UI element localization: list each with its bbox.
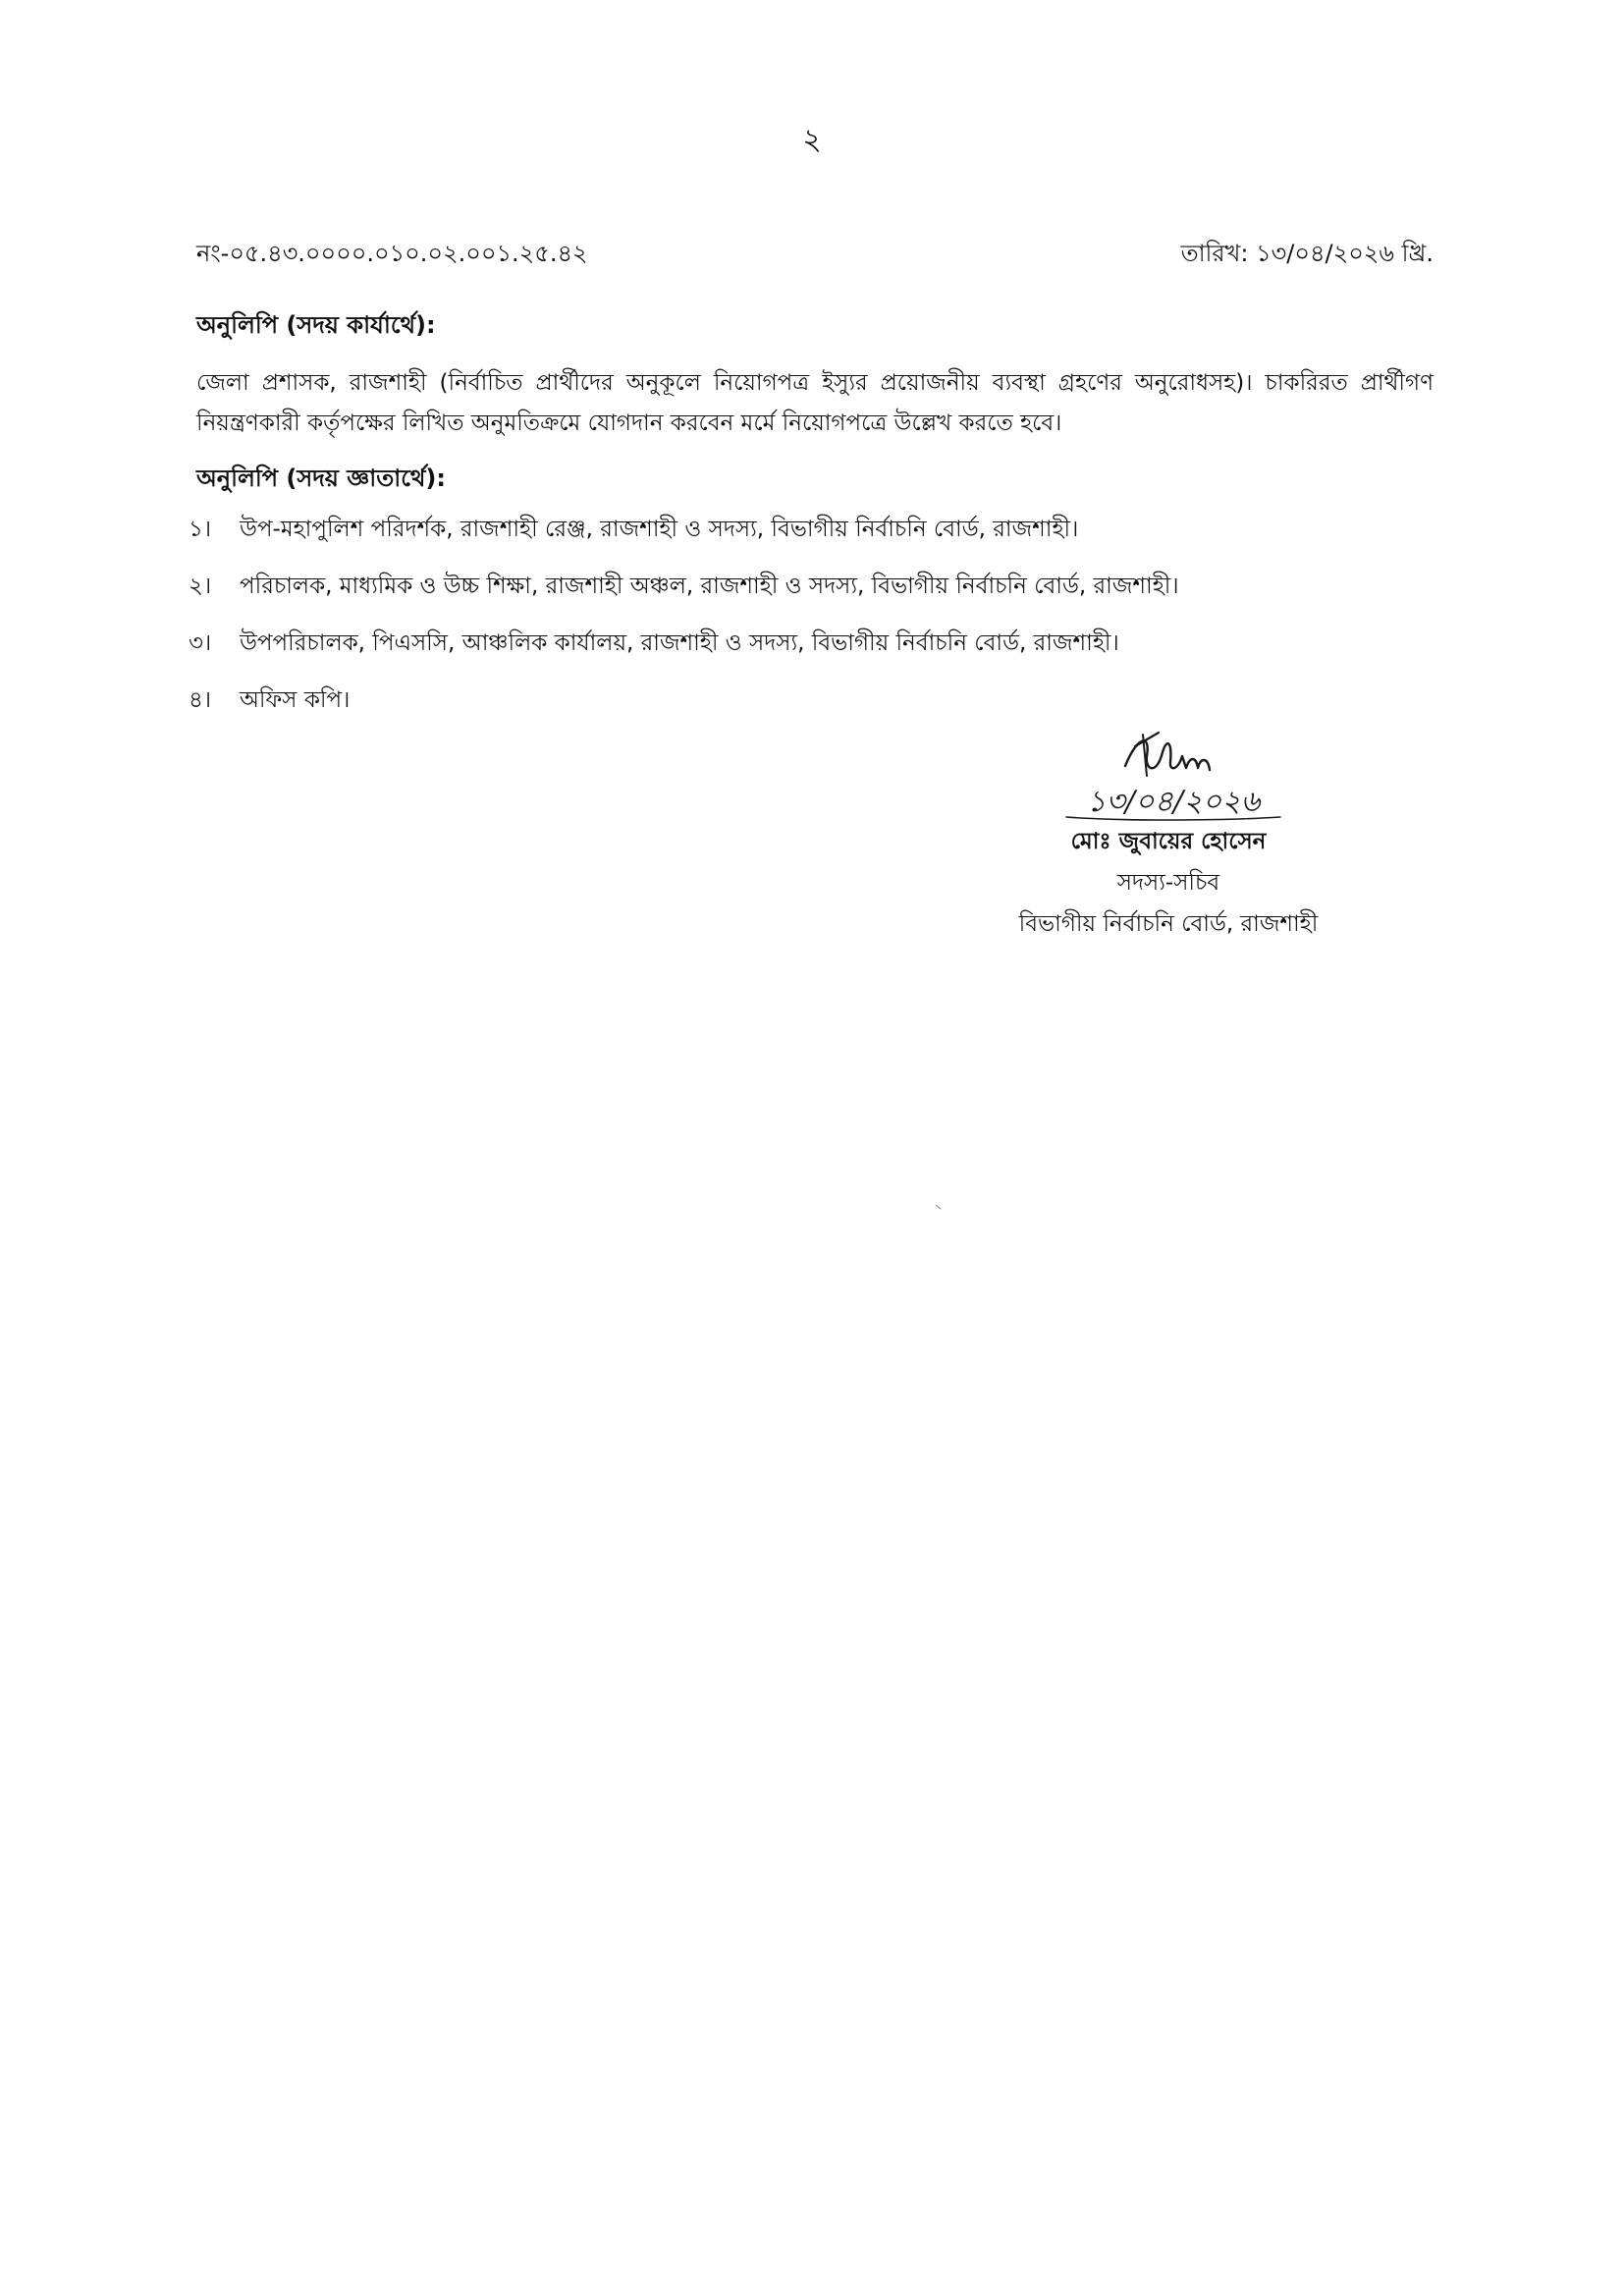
copy-for-action-heading: অনুলিপি (সদয় কার্যার্থে): bbox=[196, 311, 436, 339]
list-item-text: অফিস কপি। bbox=[240, 687, 351, 713]
copy-for-information-heading: অনুলিপি (সদয় জ্ঞাতার্থে): bbox=[196, 465, 446, 492]
list-item-text: পরিচালক, মাধ্যমিক ও উচ্চ শিক্ষা, রাজশাহী অঞ্চল, রাজশাহী ও সদস্য, বিভাগীয় নির্বাচনি বোর্ড, রাজশাহী। bbox=[240, 574, 1179, 599]
list-item-text: উপ-মহাপুলিশ পরিদর্শক, রাজশাহী রেঞ্জ, রাজশাহী ও সদস্য, বিভাগীয় নির্বাচনি বোর্ড, রাজশাহী। bbox=[240, 517, 1079, 542]
list-item-text: উপপরিচালক, পিএসসি, আঞ্চলিক কার্যালয়, রাজশাহী ও সদস্য, বিভাগীয় নির্বাচনি বোর্ড, রাজশাহী। bbox=[240, 630, 1119, 656]
page-number: ২ bbox=[802, 123, 822, 157]
list-item-number: ২। bbox=[189, 574, 212, 599]
signatory-name: মোঃ জুবায়ের হোসেন bbox=[1070, 829, 1267, 854]
list-item-number: ১। bbox=[189, 517, 212, 542]
copy-for-action-body: জেলা প্রশাসক, রাজশাহী (নির্বাচিত প্রার্থীদের অনুকূলে নিয়োগপত্র ইস্যুর প্রয়োজনীয় ব্যবস্থা গ্রহণের অনুরোধসহ)। চাকরিরত প্রার্থীগণ নিয়ন্ত্রণকারী কর্তৃপক্ষের লিখিত অনুমতিক্রমে যোগদান করবেন মর্মে নিয়োগপত্রে উল্লেখ করতে হবে। bbox=[196, 370, 1434, 436]
reference-row bbox=[196, 236, 1434, 275]
signatory-title: সদস্য-সচিব bbox=[1116, 870, 1220, 896]
signatory-office: বিভাগীয় নির্বাচনি বোর্ড, রাজশাহী bbox=[1018, 911, 1319, 937]
scan-speck bbox=[935, 1204, 943, 1210]
memo-number: নং-০৫.৪৩.০০০০.০১০.০২.০০১.২৫.৪২ bbox=[196, 240, 588, 267]
memo-date: তারিখ: ১৩/০৪/২০২৬ খ্রি. bbox=[1180, 240, 1434, 267]
handwritten-signature bbox=[1117, 727, 1235, 784]
list-item bbox=[189, 682, 1434, 738]
list-item-number: ৪। bbox=[189, 687, 212, 713]
list-item bbox=[189, 625, 1434, 682]
handwritten-signature-date bbox=[1060, 778, 1286, 823]
list-item bbox=[189, 568, 1434, 625]
list-item-number: ৩। bbox=[189, 630, 212, 656]
distribution-list bbox=[189, 511, 1434, 738]
handwritten-date-text: ১৩/০৪/২০২৬ bbox=[1086, 785, 1261, 819]
list-item bbox=[189, 511, 1434, 568]
